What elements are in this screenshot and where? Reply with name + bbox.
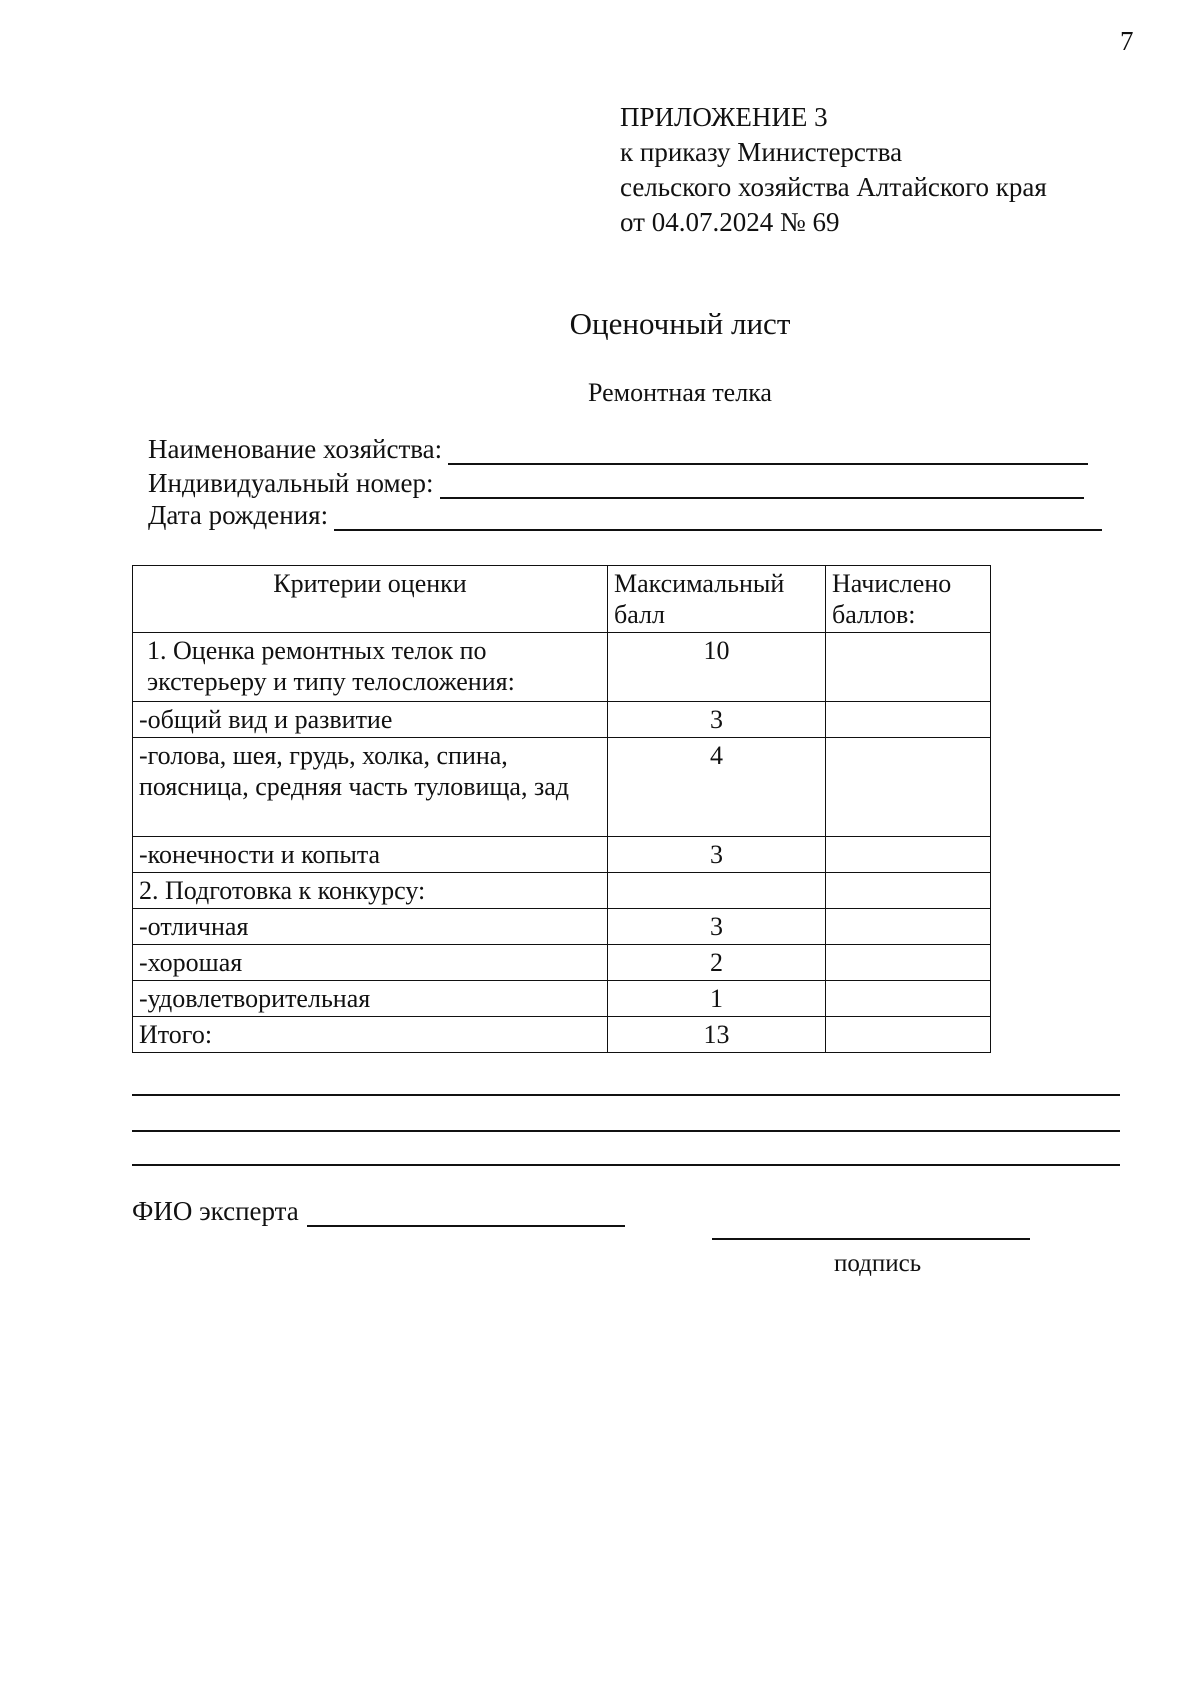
appendix-line: от 04.07.2024 № 69 bbox=[620, 207, 840, 237]
awarded-cell[interactable] bbox=[826, 981, 991, 1017]
criterion-cell: -голова, шея, грудь, холка, спина, поясница, средняя часть туловища, зад bbox=[133, 738, 608, 837]
header-criteria: Критерии оценки bbox=[133, 566, 608, 633]
appendix-line: к приказу Министерства bbox=[620, 137, 903, 167]
table-row bbox=[133, 837, 991, 873]
criterion-cell: -общий вид и развитие bbox=[133, 702, 608, 738]
criterion-cell: -отличная bbox=[133, 909, 608, 945]
table-row bbox=[133, 633, 991, 702]
total-awarded-cell[interactable] bbox=[826, 1017, 991, 1053]
header-awarded: Начислено баллов: bbox=[826, 566, 991, 633]
expert-name-label: ФИО эксперта bbox=[132, 1196, 299, 1226]
birth-date-field bbox=[148, 500, 1102, 531]
criterion-cell: 1. Оценка ремонтных телок по экстерьеру и типу телосложения: bbox=[133, 633, 608, 702]
farm-name-blank[interactable] bbox=[448, 435, 1088, 465]
individual-number-label: Индивидуальный номер: bbox=[148, 468, 434, 498]
appendix-line: сельского хозяйства Алтайского края bbox=[620, 172, 1047, 202]
awarded-cell[interactable] bbox=[826, 873, 991, 909]
appendix-line: ПРИЛОЖЕНИЕ 3 bbox=[620, 102, 828, 132]
max-score-cell bbox=[608, 873, 826, 909]
criterion-cell: -удовлетворительная bbox=[133, 981, 608, 1017]
max-score-cell: 2 bbox=[608, 945, 826, 981]
awarded-cell[interactable] bbox=[826, 909, 991, 945]
expert-name-field bbox=[132, 1196, 625, 1227]
max-score-cell: 1 bbox=[608, 981, 826, 1017]
farm-name-label: Наименование хозяйства: bbox=[148, 434, 443, 464]
table-row bbox=[133, 945, 991, 981]
criterion-cell: -конечности и копыта bbox=[133, 837, 608, 873]
max-score-cell: 3 bbox=[608, 702, 826, 738]
criterion-cell: 2. Подготовка к конкурсу: bbox=[133, 873, 608, 909]
max-score-cell: 4 bbox=[608, 738, 826, 837]
total-max-cell: 13 bbox=[608, 1017, 826, 1053]
table-row bbox=[133, 981, 991, 1017]
total-label-cell: Итого: bbox=[133, 1017, 608, 1053]
notes-line[interactable] bbox=[132, 1094, 1120, 1096]
birth-date-label: Дата рождения: bbox=[148, 500, 329, 530]
signature-blank[interactable] bbox=[712, 1238, 1030, 1240]
signature-label: подпись bbox=[834, 1250, 922, 1277]
max-score-cell: 10 bbox=[608, 633, 826, 702]
individual-number-blank[interactable] bbox=[440, 469, 1084, 499]
table-row bbox=[133, 873, 991, 909]
awarded-cell[interactable] bbox=[826, 738, 991, 837]
awarded-cell[interactable] bbox=[826, 702, 991, 738]
individual-number-field bbox=[148, 468, 1084, 499]
expert-name-blank[interactable] bbox=[307, 1197, 625, 1227]
awarded-cell[interactable] bbox=[826, 945, 991, 981]
max-score-cell: 3 bbox=[608, 837, 826, 873]
page-number: 7 bbox=[1120, 26, 1134, 56]
appendix-header bbox=[620, 100, 1047, 240]
max-score-cell: 3 bbox=[608, 909, 826, 945]
document-title: Оценочный лист bbox=[569, 306, 791, 341]
awarded-cell[interactable] bbox=[826, 633, 991, 702]
birth-date-blank[interactable] bbox=[334, 501, 1102, 531]
notes-line[interactable] bbox=[132, 1164, 1120, 1166]
table-row bbox=[133, 738, 991, 837]
table-row-total bbox=[133, 1017, 991, 1053]
table-row bbox=[133, 909, 991, 945]
criterion-cell: -хорошая bbox=[133, 945, 608, 981]
header-max-score: Максимальный балл bbox=[608, 566, 826, 633]
document-subtitle: Ремонтная телка bbox=[588, 378, 772, 407]
farm-name-field bbox=[148, 434, 1088, 465]
criteria-table bbox=[132, 565, 991, 1053]
awarded-cell[interactable] bbox=[826, 837, 991, 873]
notes-line[interactable] bbox=[132, 1130, 1120, 1132]
table-row bbox=[133, 702, 991, 738]
table-header-row bbox=[133, 566, 991, 633]
